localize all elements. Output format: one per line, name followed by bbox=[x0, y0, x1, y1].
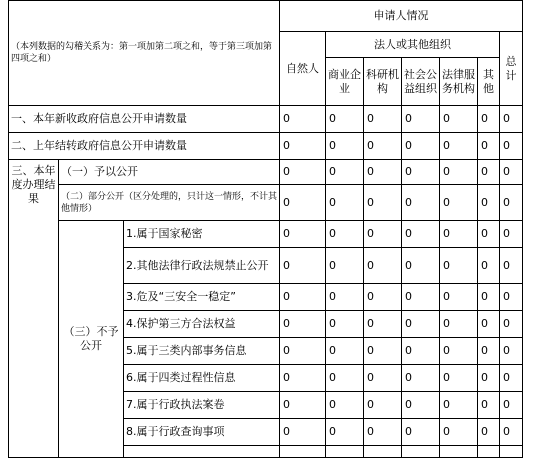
value-cell: 0 bbox=[402, 419, 440, 446]
value-cell: 0 bbox=[326, 338, 364, 365]
row-label: 6.属于四类过程性信息 bbox=[124, 365, 280, 392]
header-row-1 bbox=[9, 1, 523, 32]
value-cell: 0 bbox=[326, 311, 364, 338]
value-cell: 0 bbox=[280, 419, 326, 446]
value-cell: 0 bbox=[440, 160, 478, 185]
value-cell: 0 bbox=[500, 106, 523, 133]
value-cell: 0 bbox=[440, 365, 478, 392]
value-cell: 0 bbox=[326, 185, 364, 221]
not-disclosed-group-label: （三）不予公开 bbox=[59, 221, 124, 458]
value-cell: 0 bbox=[402, 338, 440, 365]
value-cell: 0 bbox=[364, 160, 402, 185]
row-label: 8.属于行政查询事项 bbox=[124, 419, 280, 446]
value-cell: 0 bbox=[402, 106, 440, 133]
research-institution-header: 科研机构 bbox=[364, 58, 402, 106]
value-cell: 0 bbox=[478, 133, 500, 160]
disclosure-statistics-table bbox=[8, 0, 523, 458]
value-cell: 0 bbox=[326, 248, 364, 284]
total-header: 总计 bbox=[500, 32, 523, 106]
value-cell: 0 bbox=[402, 133, 440, 160]
value-cell: 0 bbox=[440, 284, 478, 311]
value-cell: 0 bbox=[500, 133, 523, 160]
value-cell: 0 bbox=[440, 392, 478, 419]
table-row bbox=[9, 185, 523, 221]
value-cell: 0 bbox=[500, 248, 523, 284]
value-cell: 0 bbox=[478, 248, 500, 284]
value-cell: 0 bbox=[478, 284, 500, 311]
table-row bbox=[9, 133, 523, 160]
table-row bbox=[9, 106, 523, 133]
value-cell: 0 bbox=[326, 392, 364, 419]
row-label: 1.属于国家秘密 bbox=[124, 221, 280, 248]
row-label: （一）予以公开 bbox=[59, 160, 280, 185]
value-cell: 0 bbox=[326, 106, 364, 133]
value-cell: 0 bbox=[280, 392, 326, 419]
row-label: 5.属于三类内部事务信息 bbox=[124, 338, 280, 365]
value-cell: 0 bbox=[402, 248, 440, 284]
applicant-situation-header: 申请人情况 bbox=[280, 1, 523, 32]
value-cell: 0 bbox=[440, 221, 478, 248]
natural-person-header: 自然人 bbox=[280, 32, 326, 106]
value-cell: 0 bbox=[402, 160, 440, 185]
value-cell: 0 bbox=[280, 338, 326, 365]
value-cell: 0 bbox=[500, 419, 523, 446]
value-cell: 0 bbox=[440, 248, 478, 284]
value-cell: 0 bbox=[440, 338, 478, 365]
value-cell: 0 bbox=[440, 106, 478, 133]
value-cell: 0 bbox=[364, 221, 402, 248]
value-cell: 0 bbox=[402, 185, 440, 221]
empty-cell bbox=[478, 446, 500, 458]
value-cell: 0 bbox=[478, 419, 500, 446]
empty-cell bbox=[500, 446, 523, 458]
value-cell: 0 bbox=[478, 392, 500, 419]
social-welfare-header: 社会公益组织 bbox=[402, 58, 440, 106]
value-cell: 0 bbox=[440, 185, 478, 221]
value-cell: 0 bbox=[500, 365, 523, 392]
table-row bbox=[9, 160, 523, 185]
row-label: 二、上年结转政府信息公开申请数量 bbox=[9, 133, 280, 160]
value-cell: 0 bbox=[402, 311, 440, 338]
value-cell: 0 bbox=[478, 365, 500, 392]
legal-org-header: 法人或其他组织 bbox=[326, 32, 500, 58]
value-cell: 0 bbox=[326, 133, 364, 160]
value-cell: 0 bbox=[478, 338, 500, 365]
empty-cell bbox=[440, 446, 478, 458]
value-cell: 0 bbox=[364, 311, 402, 338]
value-cell: 0 bbox=[364, 365, 402, 392]
value-cell: 0 bbox=[280, 106, 326, 133]
legal-service-header: 法律服务机构 bbox=[440, 58, 478, 106]
empty-cell bbox=[124, 446, 280, 458]
row-label: 7.属于行政执法案卷 bbox=[124, 392, 280, 419]
value-cell: 0 bbox=[364, 248, 402, 284]
value-cell: 0 bbox=[280, 284, 326, 311]
value-cell: 0 bbox=[364, 419, 402, 446]
value-cell: 0 bbox=[280, 221, 326, 248]
value-cell: 0 bbox=[478, 185, 500, 221]
value-cell: 0 bbox=[478, 106, 500, 133]
commercial-enterprise-header: 商业企业 bbox=[326, 58, 364, 106]
value-cell: 0 bbox=[364, 284, 402, 311]
value-cell: 0 bbox=[402, 365, 440, 392]
value-cell: 0 bbox=[402, 221, 440, 248]
value-cell: 0 bbox=[500, 392, 523, 419]
value-cell: 0 bbox=[280, 248, 326, 284]
value-cell: 0 bbox=[364, 106, 402, 133]
value-cell: 0 bbox=[500, 221, 523, 248]
empty-cell bbox=[364, 446, 402, 458]
row-label: 一、本年新收政府信息公开申请数量 bbox=[9, 106, 280, 133]
note-cell: （本列数据的勾稽关系为：第一项加第二项之和，等于第三项加第四项之和） bbox=[9, 1, 280, 106]
value-cell: 0 bbox=[326, 365, 364, 392]
value-cell: 0 bbox=[500, 284, 523, 311]
row-label: 2.其他法律行政法规禁止公开 bbox=[124, 248, 280, 284]
other-header: 其他 bbox=[478, 58, 500, 106]
row-label: 4.保护第三方合法权益 bbox=[124, 311, 280, 338]
value-cell: 0 bbox=[280, 185, 326, 221]
value-cell: 0 bbox=[500, 185, 523, 221]
value-cell: 0 bbox=[326, 284, 364, 311]
value-cell: 0 bbox=[280, 311, 326, 338]
row-label: 3.危及“三安全一稳定” bbox=[124, 284, 280, 311]
value-cell: 0 bbox=[478, 160, 500, 185]
value-cell: 0 bbox=[478, 221, 500, 248]
value-cell: 0 bbox=[440, 419, 478, 446]
value-cell: 0 bbox=[364, 338, 402, 365]
value-cell: 0 bbox=[280, 365, 326, 392]
value-cell: 0 bbox=[500, 311, 523, 338]
table-row bbox=[9, 221, 523, 248]
value-cell: 0 bbox=[500, 160, 523, 185]
value-cell: 0 bbox=[402, 392, 440, 419]
value-cell: 0 bbox=[326, 221, 364, 248]
value-cell: 0 bbox=[364, 392, 402, 419]
empty-cell bbox=[326, 446, 364, 458]
value-cell: 0 bbox=[364, 133, 402, 160]
value-cell: 0 bbox=[326, 160, 364, 185]
value-cell: 0 bbox=[280, 160, 326, 185]
row-label: （二）部分公开（区分处理的，只计这一情形，不计其他情形） bbox=[59, 185, 280, 221]
value-cell: 0 bbox=[478, 311, 500, 338]
value-cell: 0 bbox=[440, 133, 478, 160]
value-cell: 0 bbox=[364, 185, 402, 221]
empty-cell bbox=[280, 446, 326, 458]
value-cell: 0 bbox=[402, 284, 440, 311]
value-cell: 0 bbox=[326, 419, 364, 446]
value-cell: 0 bbox=[440, 311, 478, 338]
result-group-label: 三、本年度办理结果 bbox=[9, 160, 59, 458]
empty-cell bbox=[402, 446, 440, 458]
value-cell: 0 bbox=[500, 338, 523, 365]
value-cell: 0 bbox=[280, 133, 326, 160]
